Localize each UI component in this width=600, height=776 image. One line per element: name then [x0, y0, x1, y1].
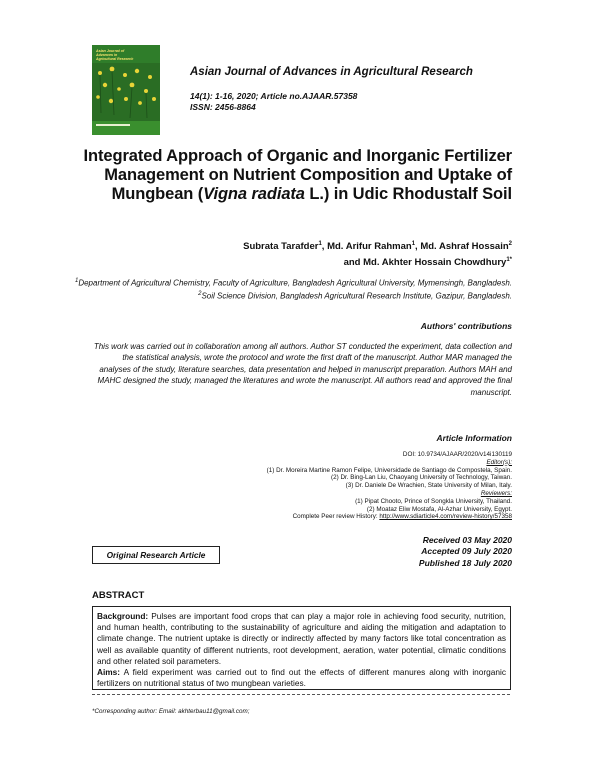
editors-label: Editor(s):: [486, 458, 512, 466]
contributions-text: This work was carried out in collaboration among all authors. Author ST conducted the experiment, data collection and the statistical analysis, wrote the protocol and wrote the first draft of the manuscript. Author MAR managed the analyses of the study, literature searches, data presentation and helped in manuscript preparation. Authors MAH and MAHC designed the study, managed the literatures and wrote the manuscript. All authors read and approved the final manuscript.: [93, 342, 512, 397]
cover-title-line: Asian Journal of: [96, 49, 125, 53]
reviewer-entry: (1) Pipat Chooto, Prince of Songkla University, Thailand.: [355, 497, 512, 505]
affiliation-mark: 1: [74, 278, 79, 284]
peer-review-history: [92, 513, 512, 521]
contributions-heading: Authors' contributions: [420, 321, 512, 331]
cover-title-line: Advances in: [96, 53, 118, 58]
title-text-end: L.) in Udic Rhodustalf Soil: [304, 185, 512, 203]
author-affiliation-mark: 1: [411, 241, 416, 247]
title-text: Integrated Approach of Organic and Inorganic Fertilizer Management on Nutrient Composition and Uptake of Mungbean (: [83, 147, 512, 203]
author-name: Subrata Tarafder: [243, 241, 319, 253]
doi: DOI: 10.9734/AJAAR/2020/v14i130119: [402, 451, 512, 458]
author-name: Md. Akhter Hossain Chowdhury: [363, 256, 507, 268]
article-title: [72, 147, 512, 204]
journal-cover-image: [92, 45, 160, 135]
published-date: Published 18 July 2020: [418, 557, 512, 568]
cover-title-line: Agricultural Research: [96, 57, 134, 62]
author-list: Subrata Tarafder$^1$, Md. Arifur Rahman$^1$, Md. Ashraf Hossain$^2$ and Md. Akhter Hossain Chowdhury$^{1*}$: [243, 241, 512, 268]
reviewers-label: Reviewers:: [480, 489, 512, 497]
author-name: Md. Arifur Rahman: [327, 241, 412, 253]
cover-flowers-illustration: [92, 63, 160, 123]
article-info-block: [92, 451, 512, 521]
title-species-name: Vigna radiata: [203, 185, 305, 203]
aims-text: A field experiment was carried out to find out the effects of different manures along with inorganic fertilizers on nutritional status of two mungbean varieties.: [97, 667, 506, 689]
article-type-badge: Original Research Article: [92, 546, 220, 564]
reviewer-entry: (2) Moataz Eliw Mostafa, Al-Azhar University, Egypt.: [366, 505, 512, 513]
issn: ISSN: 2456-8864: [190, 102, 256, 112]
cover-title: [96, 49, 156, 62]
abstract-heading: ABSTRACT: [92, 590, 145, 601]
review-history-link[interactable]: http://www.sdiarticle4.com/review-history/57358: [379, 513, 512, 521]
affiliation-item: [72, 276, 512, 289]
background-label: Background:: [97, 611, 149, 621]
author-name: Md. Ashraf Hossain: [420, 241, 509, 253]
volume-citation: 14(1): 1-16, 2020; Article no.AJAAR.57358: [190, 91, 358, 101]
editor-entry: (2) Dr. Bing-Lan Liu, Chaoyang University of Technology, Taiwan.: [331, 474, 512, 482]
accepted-date: Accepted 09 July 2020: [421, 546, 512, 557]
history-label: Complete Peer review History:: [292, 513, 380, 521]
cover-bottom-band: [92, 121, 160, 135]
affiliation-mark: 2: [198, 291, 202, 298]
editor-entry: (3) Dr. Daniele De Wrachien, State University of Milan, Italy.: [345, 482, 512, 490]
corresponding-author-footnote: *Corresponding author: Email: akhterbau11@gmail.com;: [92, 708, 250, 715]
aims-label: Aims:: [97, 667, 121, 678]
background-text: Pulses are important food crops that can play a major role in achieving food security, nutrition, and human health, contributing to the sustainability of agriculture and aiding the mitigation and adaptation to climate change. The nutrient uptake is directly or indirectly affected by many factors like total concentration as well as available quantity of different nutrients, root development, aeration, water potential, climatic conditions and other related soil parameters.: [97, 611, 506, 666]
affiliation-text: Soil Science Division, Bangladesh Agricultural Research Institute, Gazipur, Bangladesh.: [201, 291, 512, 301]
footnote-divider: [92, 694, 510, 695]
author-affiliation-mark: 1*: [506, 256, 512, 263]
editor-entry: (1) Dr. Moreira Martine Ramon Felipe, Universidade de Santiago de Compostela, Spain.: [266, 466, 512, 474]
publication-dates: [292, 535, 512, 569]
abstract-box: [92, 606, 511, 690]
author-affiliation-mark: 2: [508, 241, 512, 247]
received-date: Received 03 May 2020: [422, 535, 512, 545]
affiliation-text: Department of Agricultural Chemistry, Faculty of Agriculture, Bangladesh Agricultural University, Mymensingh, Bangladesh.: [78, 278, 512, 288]
author-affiliation-mark: 1: [318, 241, 322, 247]
affiliation-item: [72, 289, 512, 302]
affiliations: [72, 276, 512, 302]
journal-name: Asian Journal of Advances in Agricultural Research: [190, 66, 473, 78]
article-info-heading: Article Information: [436, 433, 512, 443]
